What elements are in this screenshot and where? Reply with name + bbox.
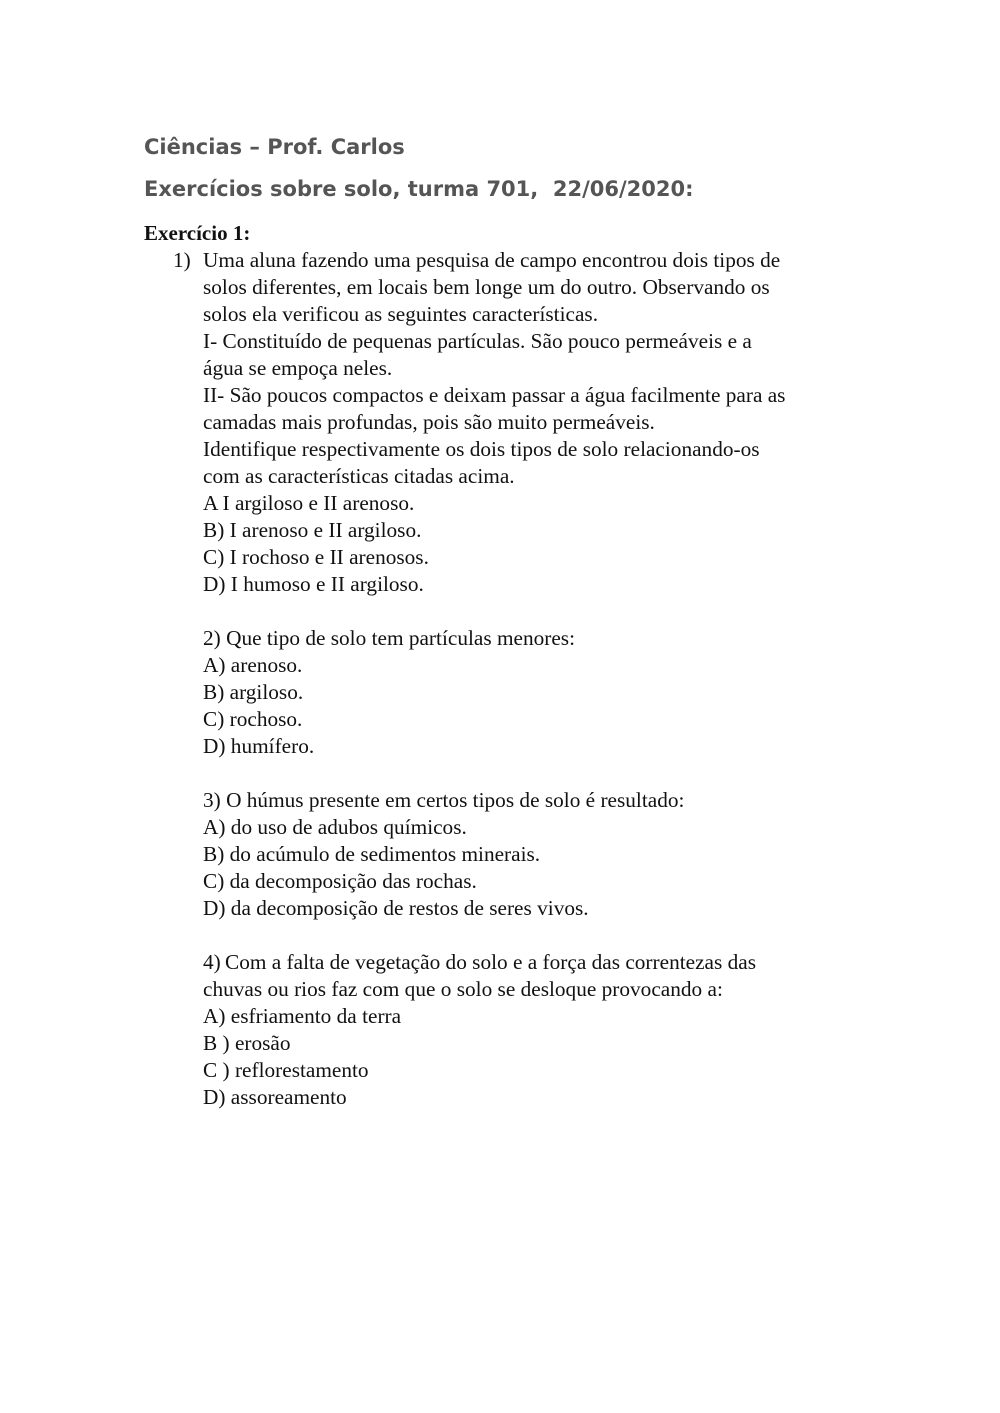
answer-option: D) da decomposição de restos de seres vivos. [203, 896, 589, 920]
question-stem-line: 2) Que tipo de solo tem partículas menores: [203, 626, 576, 650]
answer-option: A) arenoso. [203, 653, 303, 677]
question-stem-line: I- Constituído de pequenas partículas. São pouco permeáveis e a [203, 329, 752, 353]
answer-option: A) do uso de adubos químicos. [203, 815, 467, 839]
worksheet-title: Exercícios sobre solo, turma 701, 22/06/2020: [144, 177, 694, 201]
question-2 [0, 625, 1000, 760]
question-stem-line: chuvas ou rios faz com que o solo se desloque provocando a: [203, 977, 723, 1001]
answer-option: B ) erosão [203, 1031, 291, 1055]
question-stem-line: Identifique respectivamente os dois tipos de solo relacionando-os [203, 437, 760, 461]
answer-option: B) do acúmulo de sedimentos minerais. [203, 842, 541, 866]
subject-teacher-line: Ciências – Prof. Carlos [144, 135, 405, 159]
question-number: 1) [173, 248, 191, 272]
answer-option: B) argiloso. [203, 680, 304, 704]
spacer [0, 760, 1000, 787]
question-3 [0, 787, 1000, 922]
questions-container [0, 247, 1000, 1111]
question-number: 4) [203, 950, 221, 974]
question-stem-line: água se empoça neles. [203, 356, 393, 380]
question-stem-line: solos diferentes, em locais bem longe um do outro. Observando os [203, 275, 770, 299]
spacer [0, 598, 1000, 625]
question-stem-line: Uma aluna fazendo uma pesquisa de campo encontrou dois tipos de [203, 248, 781, 272]
answer-option: C ) reflorestamento [203, 1058, 369, 1082]
question-stem-line: 3) O húmus presente em certos tipos de solo é resultado: [203, 788, 685, 812]
question-4 [0, 949, 1000, 1111]
answer-option: B) I arenoso e II argiloso. [203, 518, 422, 542]
question-stem-line: Com a falta de vegetação do solo e a força das correntezas das [225, 950, 756, 974]
question-stem-line: solos ela verificou as seguintes características. [203, 302, 599, 326]
answer-option: C) I rochoso e II arenosos. [203, 545, 429, 569]
question-1 [0, 247, 1000, 598]
exercise-heading: Exercício 1: [144, 221, 251, 245]
answer-option: D) I humoso e II argiloso. [203, 572, 424, 596]
answer-option: A I argiloso e II arenoso. [203, 491, 415, 515]
answer-option: C) rochoso. [203, 707, 303, 731]
answer-option: A) esfriamento da terra [203, 1004, 402, 1028]
spacer [0, 922, 1000, 949]
answer-option: C) da decomposição das rochas. [203, 869, 477, 893]
question-stem-line: camadas mais profundas, pois são muito permeáveis. [203, 410, 655, 434]
question-stem-line: II- São poucos compactos e deixam passar a água facilmente para as [203, 383, 786, 407]
answer-option: D) assoreamento [203, 1085, 347, 1109]
question-stem-line: com as características citadas acima. [203, 464, 515, 488]
answer-option: D) humífero. [203, 734, 315, 758]
